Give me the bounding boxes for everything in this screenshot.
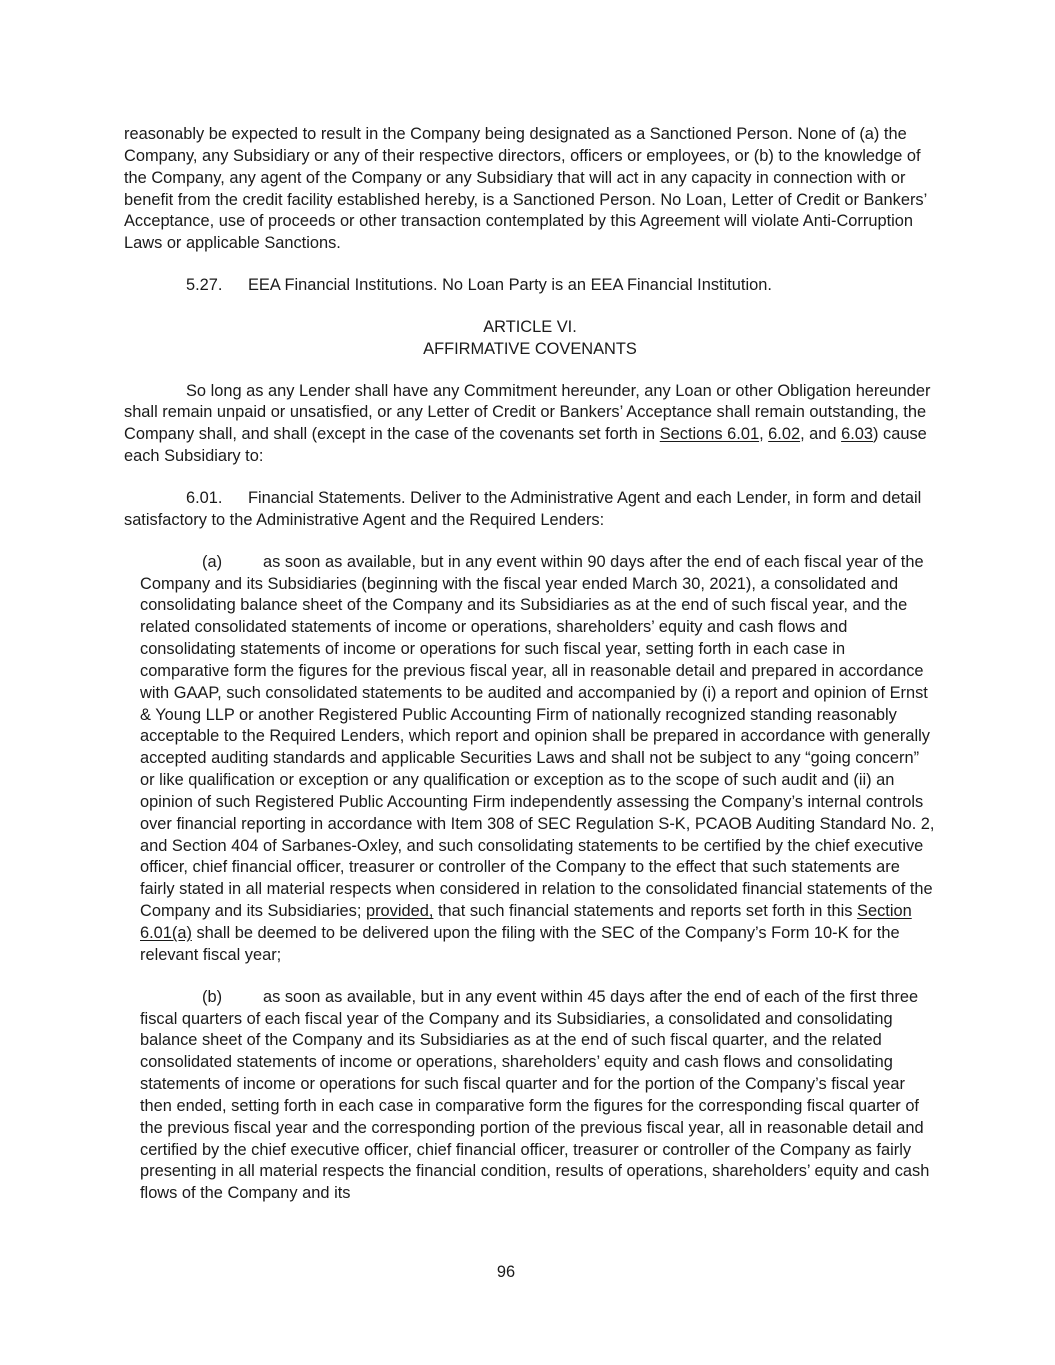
section-6-01 [124,488,936,532]
sections-6-01-reference: Sections 6.01 [659,425,760,444]
section-6-01-text: Deliver to the Administrative Agent and each Lender, in form and detail satisfactory to the Administrative Agent and the Required Lenders: [124,488,922,529]
clause-a-label: (a) [202,552,223,571]
article-intro-text-before: So long as any Lender shall have any Commitment hereunder, any Loan or other Obligation hereunder shall remain unpaid or unsatisfied, or any Letter of Credit or Bankers’ Acceptance shall remain outstanding, the Company shall, and shall (except in the case of the covenants set forth in [124,381,931,444]
article-title: AFFIRMATIVE COVENANTS [423,339,637,358]
clause-b [140,987,936,1205]
section-5-27-heading: EEA Financial Institutions. [248,276,438,295]
article-heading [124,317,936,361]
clause-a [140,552,936,967]
clause-b-text: as soon as available, but in any event within 45 days after the end of each of the first three fiscal quarters of each fiscal year of the Company and its Subsidiaries, a consolidated and consolidating balance sheet of the Company and its Subsidiaries as at the end of such fiscal quarter, and the related consolidated statements of income or operations, shareholders’ equity and cash flows and consolidating statements of income or operations for such fiscal quarter and for the portion of the Company’s fiscal year then ended, setting forth in each case in comparative form the figures for the corresponding fiscal quarter of the previous fiscal year and the corresponding portion of the previous fiscal year, all in reasonable detail and certified by the chief executive officer, chief financial officer, treasurer or controller of the Company as fairly presenting in all material respects the financial condition, results of operations, shareholders’ equity and cash flows of the Company and its [140,987,930,1203]
article-intro-separator-1: , [759,425,769,444]
section-5-27-number: 5.27. [186,276,223,295]
section-6-01-heading: Financial Statements. [248,488,406,507]
page-number: 96 [496,1263,516,1281]
article-intro-separator-2: , and [800,425,842,444]
article-number: ARTICLE VI. [483,317,577,336]
article-intro-paragraph [124,381,936,468]
section-6-03-reference: 6.03 [841,425,873,444]
section-6-02-reference: 6.02 [768,425,801,444]
section-6-01-number: 6.01. [186,488,223,507]
section-5-27-text: No Loan Party is an EEA Financial Institution. [437,276,772,295]
page-content [124,124,936,1205]
section-5-27 [124,275,936,297]
clause-a-text-before: as soon as available, but in any event within 90 days after the end of each fiscal year of the Company and its Subsidiaries (beginning with the fiscal year ended March 30, 2021), a consolidated and consolidating balance sheet of the Company and its Subsidiaries as at the end of such fiscal year, and the related consolidated statements of income or operations, shareholders’ equity and cash flows and consolidating statements of income or operations for such fiscal year, setting forth in each case in comparative form the figures for the previous fiscal year, all in reasonable detail and prepared in accordance with GAAP, such consolidated statements to be audited and accompanied by (i) a report and opinion of Ernst & Young LLP or another Registered Public Accounting Firm of nationally recognized standing reasonably acceptable to the Required Lenders, which report and opinion shall be prepared in accordance with generally accepted auditing standards and applicable Securities Laws and shall not be subject to any “going concern” or like qualification or exception or any qualification or exception as to the scope of such audit and (ii) an opinion of such Registered Public Accounting Firm independently assessing the Company’s internal controls over financial reporting in accordance with Item 308 of SEC Regulation S-K, PCAOB Auditing Standard No. 2, and Section 404 of Sarbanes-Oxley, and such consolidating statements to be certified by the chief executive officer, chief financial officer, treasurer or controller of the Company to the effect that such statements are fairly stated in all material respects when considered in relation to the consolidated financial statements of the Company and its Subsidiaries; [140,552,935,921]
clause-a-text-after: shall be deemed to be delivered upon the filing with the SEC of the Company’s Form 10-K for the relevant fiscal year; [140,924,900,964]
provided-term: provided, [365,902,434,921]
clause-b-label: (b) [202,987,223,1006]
section-6-01-a-reference: Section 6.01(a) [140,902,912,942]
article-intro-text-after: ) cause each Subsidiary to: [124,425,927,466]
clause-a-text-middle: that such financial statements and reports set forth in this [433,902,858,921]
intro-continuation-paragraph: reasonably be expected to result in the Company being designated as a Sanctioned Person. None of (a) the Company, any Subsidiary or any of their respective directors, officers or employees, or (b) to the knowledge of the Company, any agent of the Company or any Subsidiary that will act in any capacity in connection with or benefit from the credit facility established hereby, is a Sanctioned Person. No Loan, Letter of Credit or Bankers’ Acceptance, use of proceeds or other transaction contemplated by this Agreement will violate Anti-Corruption Laws or applicable Sanctions. [124,125,927,253]
